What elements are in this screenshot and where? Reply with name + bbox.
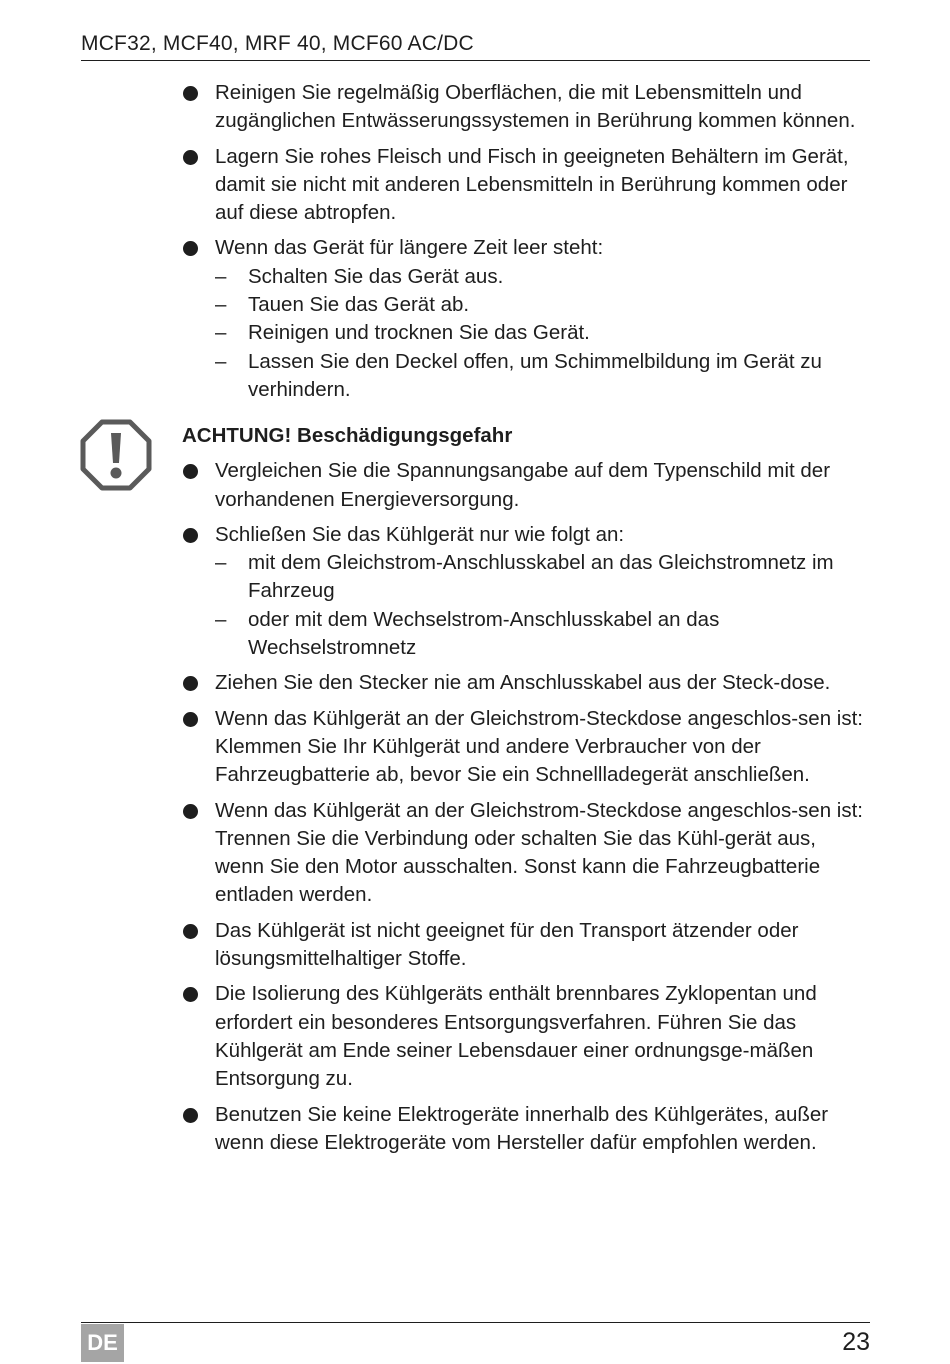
sub-list-item bbox=[215, 263, 870, 291]
list-item bbox=[0, 143, 950, 228]
sub-list-item-text: mit dem Gleichstrom-Anschlusskabel an das Gleichstromnetz im Fahrzeug bbox=[248, 551, 834, 603]
sub-list-item-text: Reinigen und trocknen Sie das Gerät. bbox=[248, 321, 590, 345]
list-item-text: Benutzen Sie keine Elektrogeräte innerhalb des Kühlgerätes, außer wenn diese Elektrogeräte vom Hersteller dafür empfohlen werden. bbox=[215, 1102, 829, 1154]
dash-icon: – bbox=[215, 264, 227, 288]
list-item-text: Wenn das Gerät für längere Zeit leer steht: bbox=[215, 236, 604, 260]
bullet-icon bbox=[183, 987, 198, 1002]
list-item bbox=[0, 705, 950, 790]
list-item-text: Die Isolierung des Kühlgeräts enthält brennbares Zyklopentan und erfordert ein besonderes Entsorgungsverfahren. Führen Sie das Kühlgerät am Ende seiner Lebensdauer einer ordnungsge-mäßen Entsorgung zu. bbox=[215, 982, 817, 1091]
header-divider bbox=[81, 60, 870, 61]
sub-list-item-text: oder mit dem Wechselstrom-Anschlusskabel an das Wechselstromnetz bbox=[248, 607, 720, 660]
bullet-icon bbox=[183, 804, 198, 819]
list-item-text: Wenn das Kühlgerät an der Gleichstrom-Steckdose angeschlos-sen ist: Trennen Sie die Verbindung oder schalten Sie das Kühl-gerät aus, wenn Sie den Motor ausschalten. Sonst kann die Fahrzeugbatterie entladen werden. bbox=[215, 798, 863, 907]
warning-title: ACHTUNG! Beschädigungsgefahr bbox=[182, 424, 513, 448]
sub-list-item bbox=[215, 319, 870, 347]
bullet-icon bbox=[183, 464, 198, 479]
list-item-text: Vergleichen Sie die Spannungsangabe auf dem Typenschild mit der vorhandenen Energieversorgung. bbox=[215, 459, 831, 511]
page-content bbox=[0, 79, 950, 1164]
sub-list bbox=[215, 549, 870, 662]
sub-list-item bbox=[215, 606, 870, 663]
bullet-icon bbox=[183, 712, 198, 727]
dash-icon: – bbox=[215, 551, 227, 575]
dash-icon: – bbox=[215, 349, 227, 373]
list-item-text: Schließen Sie das Kühlgerät nur wie folgt an: bbox=[215, 522, 625, 546]
sub-list-item bbox=[215, 291, 870, 319]
bullet-icon bbox=[183, 150, 198, 165]
warning-list bbox=[0, 457, 950, 1157]
list-item-text: Ziehen Sie den Stecker nie am Anschlusskabel aus der Steck-dose. bbox=[215, 671, 831, 695]
bullet-icon bbox=[183, 86, 198, 101]
warning-block bbox=[0, 422, 950, 1157]
sub-list-item bbox=[215, 549, 870, 606]
dash-icon: – bbox=[215, 321, 227, 345]
list-item bbox=[0, 917, 950, 974]
list-item bbox=[0, 669, 950, 697]
list-item bbox=[0, 1101, 950, 1158]
list-item bbox=[0, 79, 950, 136]
bullet-icon bbox=[183, 528, 198, 543]
sub-list bbox=[215, 263, 870, 404]
list-item-text: Wenn das Kühlgerät an der Gleichstrom-Steckdose angeschlos-sen ist: Klemmen Sie Ihr Kühlgerät und andere Verbraucher von der Fahrzeugbatterie ab, bevor Sie ein Schnellladegerät anschließen. bbox=[215, 706, 863, 787]
list-item-text: Lagern Sie rohes Fleisch und Fisch in geeigneten Behältern im Gerät, damit sie nicht mit anderen Lebensmitteln in Berührung kommen oder auf diese abtropfen. bbox=[215, 144, 849, 225]
running-header: MCF32, MCF40, MRF 40, MCF60 AC/DC bbox=[81, 32, 474, 55]
page-number: 23 bbox=[842, 1328, 870, 1356]
bullet-icon bbox=[183, 1108, 198, 1123]
list-item-text: Reinigen Sie regelmäßig Oberflächen, die mit Lebensmitteln und zugänglichen Entwässerungssystemen in Berührung kommen können. bbox=[215, 81, 856, 133]
sub-list-item-text: Tauen Sie das Gerät ab. bbox=[248, 293, 470, 317]
dash-icon: – bbox=[215, 607, 227, 631]
list-item bbox=[0, 797, 950, 910]
bullet-icon bbox=[183, 241, 198, 256]
list-item bbox=[0, 234, 950, 404]
list-item bbox=[0, 521, 950, 662]
bullet-icon bbox=[183, 924, 198, 939]
list-item-text: Das Kühlgerät ist nicht geeignet für den Transport ätzender oder lösungsmittelhaltiger Stoffe. bbox=[215, 918, 799, 971]
dash-icon: – bbox=[215, 293, 227, 317]
list-item bbox=[0, 457, 950, 514]
instruction-list bbox=[0, 79, 950, 404]
sub-list-item bbox=[215, 348, 870, 405]
sub-list-item-text: Schalten Sie das Gerät aus. bbox=[248, 264, 504, 288]
list-item bbox=[0, 980, 950, 1093]
bullet-icon bbox=[183, 676, 198, 691]
sub-list-item-text: Lassen Sie den Deckel offen, um Schimmelbildung im Gerät zu verhindern. bbox=[248, 349, 822, 401]
language-badge: DE bbox=[81, 1324, 124, 1362]
footer-divider bbox=[81, 1322, 870, 1323]
